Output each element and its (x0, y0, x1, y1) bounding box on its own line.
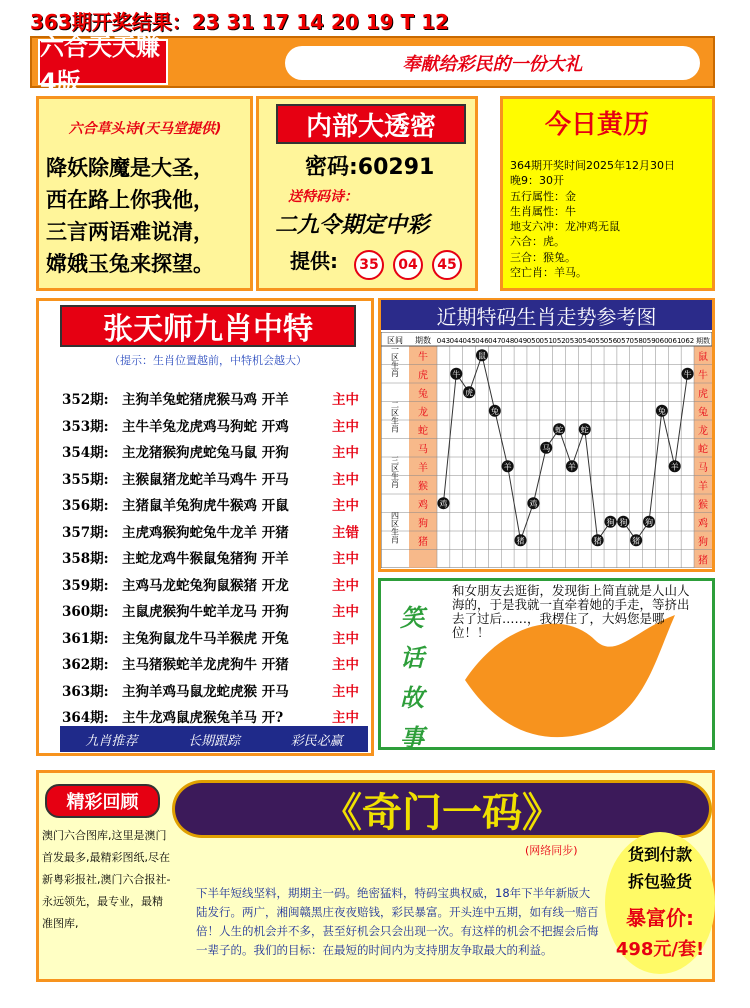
slogan: 奉献给彩民的一份大礼 (285, 46, 700, 80)
result-label: 主中 (332, 604, 359, 620)
period-tick: 061 (668, 337, 682, 345)
nine-zodiac-title: 张天师九肖中特 (60, 305, 356, 347)
header-right: 期数 (415, 336, 431, 345)
trend-point-label: 猪 (632, 536, 641, 546)
prediction-text: 主狗羊鸡马鼠龙蛇虎猴 开马 (122, 683, 289, 700)
secret-poem-line: 二九令期定中彩 (275, 212, 430, 238)
period-label: 352期: (62, 392, 109, 408)
prediction-text: 主马猪猴蛇羊龙虎狗牛 开猪 (122, 657, 289, 673)
animal-label: 牛 (418, 351, 428, 363)
qimen-banner: 《奇门一码》 (172, 780, 712, 838)
animal-label: 兔 (418, 388, 428, 400)
joke-text: 和女朋友去逛街，发现街上简直就是人山人海的，于是我就一直牵着她的手走，等挤出去了过后……，我楞住了，大妈您是哪位！！ (452, 583, 690, 640)
animal-label-right: 鸡 (698, 518, 708, 530)
prediction-row (62, 547, 372, 571)
period-tick: 053 (565, 337, 579, 345)
promo-text: 下半年短线坚料，期期主一码。绝密猛料，特码宝典权威，18年下半年新版大陆发行。两广，湘闽赣黑庄夜夜赔钱，彩民暴富。开头连中五期，如有线一赔百倍！人生的机会并不多，甚至好机会只会出现一次。有这样的机会不把握会后悔一辈子的。我们的目标：在最短的时间内为支持朋友争取最大的利益。 (196, 886, 599, 957)
poem-title: 六合草头诗(天马堂提供) (68, 121, 222, 137)
prediction-text: 主狗羊兔蛇猪虎猴马鸡 开羊 (122, 392, 289, 408)
poem-line: 西在路上你我他， (46, 188, 214, 212)
period-tick: 046 (475, 337, 489, 345)
trend-point-label: 狗 (606, 517, 615, 527)
trend-point-label: 兔 (657, 406, 666, 416)
almanac-title: 今日黄历 (545, 110, 650, 140)
animal-label: 马 (418, 444, 428, 456)
animal-label-right: 猴 (698, 499, 708, 511)
trend-point-label: 牛 (683, 369, 692, 379)
trend-point-label: 猪 (516, 536, 525, 546)
period-label: 354期: (62, 445, 109, 461)
trend-point-label: 狗 (619, 517, 628, 527)
prediction-row (62, 680, 372, 704)
poem-line: 嫦娥玉兔来探望。 (46, 252, 214, 276)
almanac-line: 空亡肖：羊马。 (510, 266, 587, 280)
period-tick: 044 (449, 337, 463, 345)
prediction-row (62, 494, 372, 518)
prediction-text: 主鼠虎猴狗牛蛇羊龙马 开狗 (122, 604, 289, 620)
offer-label: 提供: (290, 249, 338, 273)
prediction-text: 主虎鸡猴狗蛇兔牛龙羊 开猪 (122, 524, 289, 541)
trend-point-label: 鸡 (439, 499, 448, 509)
prediction-text: 主牛羊兔龙虎鸡马狗蛇 开鸡 (122, 418, 289, 435)
period-tick: 052 (552, 337, 566, 345)
cod-line: 货到付款 (627, 845, 692, 864)
price-value: 498元/套! (615, 939, 705, 960)
result-label: 主中 (332, 498, 359, 514)
poem-line: 三言两语难说清， (46, 220, 214, 244)
prediction-text: 主牛龙鸡鼠虎猴兔羊马 开? (122, 710, 284, 726)
footer-phrase: 彩民必赢 (290, 733, 343, 749)
animal-label-right: 鼠 (698, 351, 708, 363)
trend-title: 近期特码生肖走势参考图 (381, 300, 712, 330)
result-label: 主错 (332, 524, 359, 541)
animal-label-right: 蛇 (698, 444, 708, 456)
animal-label-right: 羊 (698, 481, 708, 493)
trend-point-label: 猪 (593, 536, 602, 546)
period-label: 361期: (62, 630, 109, 647)
period-tick: 047 (488, 337, 502, 345)
animal-label: 猪 (418, 536, 428, 548)
prediction-row (62, 388, 372, 412)
result-label: 主中 (332, 710, 359, 726)
result-label: 主中 (332, 657, 359, 673)
result-label: 主中 (332, 392, 359, 408)
price-label: 暴富价: (626, 906, 694, 930)
cod-line: 拆包验货 (627, 872, 692, 891)
trend-point-label: 狗 (645, 517, 654, 527)
prediction-text: 主龙猪猴狗虎蛇兔马鼠 开狗 (122, 445, 289, 461)
prediction-row (62, 468, 372, 492)
sync-note: (网络同步) (525, 844, 578, 857)
period-tick: 060 (655, 337, 669, 345)
footer-phrase: 九肖推荐 (85, 733, 138, 749)
animal-label: 羊 (418, 462, 428, 474)
trend-point-label: 虎 (465, 388, 474, 398)
result-label: 主中 (332, 471, 359, 488)
period-label: 359期: (62, 577, 109, 594)
period-label: 357期: (62, 524, 109, 541)
result-label: 主中 (332, 418, 359, 435)
number-ball: 35 (354, 250, 384, 280)
trend-point-label: 羊 (567, 462, 576, 472)
almanac-line: 三合：猴兔。 (510, 250, 576, 264)
animal-label-right: 兔 (698, 407, 708, 419)
prediction-text: 主猪鼠羊兔狗虎牛猴鸡 开鼠 (122, 498, 289, 514)
period-label: 362期: (62, 657, 109, 673)
period-label: 353期: (62, 418, 109, 435)
zone-label: 三区生肖 (390, 455, 400, 488)
prediction-row (62, 574, 372, 598)
trend-point-label: 鸡 (529, 499, 538, 509)
footer-phrase: 长期跟踪 (187, 733, 240, 749)
edition-title: 六合天天赚 4版 (38, 39, 168, 85)
period-tick: 043 (436, 337, 451, 345)
prediction-text: 主鸡马龙蛇兔狗鼠猴猪 开龙 (122, 577, 289, 594)
animal-label-right: 马 (698, 462, 708, 474)
number-ball: 45 (432, 250, 462, 280)
prediction-row (62, 415, 372, 439)
prediction-row (62, 441, 372, 465)
period-tick: 051 (539, 337, 553, 345)
almanac-line: 五行属性：金 (510, 189, 576, 203)
nine-zodiac-footer (60, 726, 368, 752)
period-tick: 058 (629, 337, 643, 345)
trend-point-label: 蛇 (580, 425, 589, 435)
secret-code: 密码:60291 (305, 155, 435, 180)
period-tick: 049 (513, 337, 528, 345)
period-tick: 045 (462, 337, 476, 345)
almanac-line: 晚9：30开 (510, 174, 564, 188)
trend-point-label: 马 (542, 443, 551, 453)
animal-label: 龙 (418, 407, 428, 419)
animal-label: 猴 (418, 481, 428, 493)
period-label: 360期: (62, 604, 109, 620)
animal-label-right: 牛 (698, 370, 708, 382)
period-tick: 054 (578, 337, 592, 345)
review-badge: 精彩回顾 (45, 784, 160, 818)
result-label: 主中 (332, 683, 359, 700)
trend-point-label: 羊 (670, 462, 679, 472)
poem-lines (46, 152, 251, 280)
period-label: 355期: (62, 471, 109, 488)
almanac-lines (510, 158, 710, 280)
trend-point-label: 牛 (452, 369, 461, 379)
animal-label: 鸡 (418, 499, 428, 511)
trend-point-label: 羊 (503, 462, 512, 472)
review-text: 澳门六合图库,这里是澳门首发最多,最精彩图纸,尽在新粤彩报社,澳门六合报社-永远领先，最专业，最精准图库, (42, 829, 171, 930)
animal-label: 蛇 (418, 425, 428, 437)
period-tick: 050 (526, 337, 541, 345)
result-label: 主中 (332, 577, 359, 594)
prediction-row (62, 521, 372, 545)
prediction-text: 主兔狗鼠龙牛马羊猴虎 开兔 (122, 630, 289, 647)
period-tick: 059 (642, 337, 656, 345)
joke-label: 笑话故事 (400, 603, 424, 752)
period-label: 358期: (62, 551, 109, 567)
prediction-row (62, 627, 372, 651)
header-right-col: 期数 (696, 337, 710, 345)
period-label: 356期: (62, 498, 109, 514)
poem-line: 降妖除魔是大圣， (46, 156, 214, 180)
header-left: 区间 (387, 336, 403, 345)
period-tick: 056 (603, 337, 618, 345)
trend-point-label: 蛇 (555, 425, 564, 435)
trend-point-label: 兔 (490, 406, 499, 416)
prediction-row (62, 653, 372, 677)
almanac-line: 364期开奖时间2025年12月30日 (510, 159, 675, 172)
period-label: 363期: (62, 683, 109, 700)
animal-label-right: 狗 (698, 536, 708, 548)
almanac-line: 生肖属性：牛 (510, 204, 576, 218)
animal-label-right: 虎 (698, 388, 708, 400)
number-ball: 04 (393, 250, 423, 280)
prediction-text: 主蛇龙鸡牛猴鼠兔猪狗 开羊 (122, 551, 289, 567)
nine-zodiac-hint: （提示：生肖位置越前，中特机会越大） (109, 354, 307, 367)
result-label: 主中 (332, 551, 359, 567)
period-tick: 057 (616, 337, 631, 345)
secret-tip: 送特码诗： (288, 189, 358, 205)
period-tick: 048 (500, 337, 515, 345)
trend-point-label: 鼠 (477, 351, 486, 361)
prediction-text: 主猴鼠猪龙蛇羊马鸡牛 开马 (122, 471, 289, 488)
result-label: 主中 (332, 445, 359, 461)
almanac-line: 地支六冲：龙冲鸡无鼠 (510, 220, 620, 234)
period-tick: 055 (590, 337, 605, 345)
period-label: 364期: (62, 710, 109, 726)
animal-label-right: 猪 (698, 555, 708, 567)
lottery-result-line: 363期开奖结果：23 31 17 14 20 19 T 12 (30, 10, 449, 34)
animal-label: 虎 (418, 370, 428, 382)
animal-label-right: 龙 (698, 425, 708, 437)
prediction-row (62, 600, 372, 624)
almanac-line: 六合：虎。 (510, 235, 565, 249)
zone-label: 一区生肖 (390, 344, 400, 377)
period-tick: 062 (680, 337, 695, 345)
animal-label: 狗 (418, 518, 428, 530)
secret-title: 内部大透密 (276, 104, 466, 144)
zone-label: 二区生肖 (390, 400, 400, 433)
cod-lines (610, 842, 710, 961)
trend-chart (381, 332, 712, 568)
zone-label: 四区生肖 (390, 511, 400, 544)
result-label: 主中 (332, 630, 359, 647)
